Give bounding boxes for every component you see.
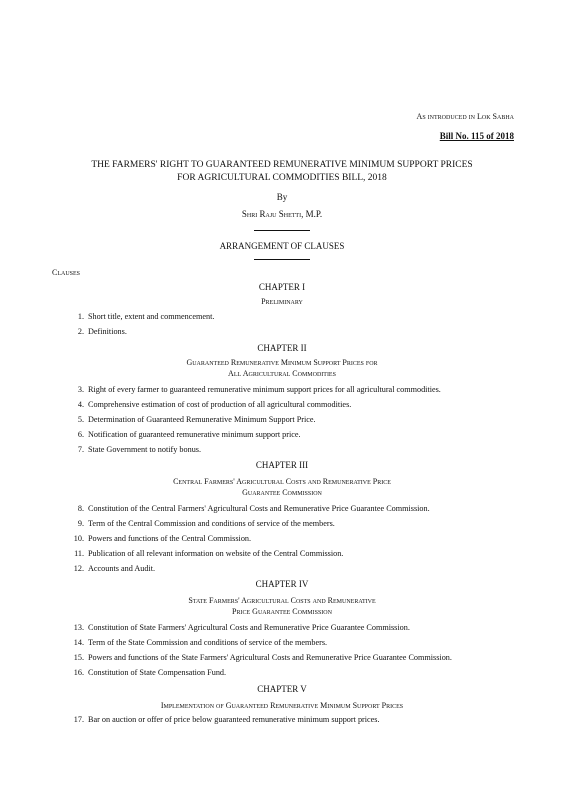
chapter-heading: CHAPTER I xyxy=(258,282,306,292)
clause-item xyxy=(60,504,520,513)
chapter-subtitle xyxy=(0,296,564,307)
chapter-subtitle xyxy=(0,595,564,617)
clause-text: Constitution of State Compensation Fund. xyxy=(88,668,227,677)
clause-item xyxy=(60,638,520,647)
clause-item xyxy=(60,549,520,558)
chapter-subtitle-line: All Agricultural Commodities xyxy=(228,369,336,378)
clause-text: Comprehensive estimation of cost of production of all agricultural commodities. xyxy=(88,400,352,409)
clause-number: 7. xyxy=(77,445,84,454)
clause-number: 6. xyxy=(77,430,84,439)
by-label: By xyxy=(276,192,288,202)
clause-item xyxy=(60,445,520,454)
clause-number: 2. xyxy=(77,327,84,336)
clause-item xyxy=(60,327,520,336)
arrangement-heading: ARRANGEMENT OF CLAUSES xyxy=(219,241,345,251)
clause-item xyxy=(60,385,520,394)
clause-number: 10. xyxy=(73,534,84,543)
bill-title-line: THE FARMERS' RIGHT TO GUARANTEED REMUNERATIVE MINIMUM SUPPORT PRICES xyxy=(91,160,473,170)
clause-text: Powers and functions of the Central Commission. xyxy=(88,534,252,543)
divider xyxy=(254,259,310,260)
clause-number: 12. xyxy=(73,564,84,573)
chapter-heading: CHAPTER IV xyxy=(255,579,309,589)
mover-name: Shri Raju Shetti, M.P. xyxy=(241,209,323,219)
chapter-subtitle xyxy=(0,700,564,711)
clause-text: Right of every farmer to guaranteed remunerative minimum support prices for all agricultural commodities. xyxy=(88,385,441,394)
clause-item xyxy=(60,623,520,632)
clause-number: 11. xyxy=(74,549,84,558)
clause-number: 3. xyxy=(77,385,84,394)
clause-number: 14. xyxy=(73,638,84,647)
chapter-subtitle-line: Preliminary xyxy=(261,297,303,306)
clause-text: Definitions. xyxy=(88,327,127,336)
clause-item xyxy=(60,668,520,677)
clause-text: Term of the Central Commission and conditions of service of the members. xyxy=(88,519,335,528)
clause-item xyxy=(60,564,520,573)
clause-number: 9. xyxy=(77,519,84,528)
chapter-subtitle-line: Guarantee Commission xyxy=(242,488,322,497)
clause-text: Term of the State Commission and conditions of service of the members. xyxy=(88,638,328,647)
clause-number: 15. xyxy=(73,653,84,662)
introduced-note: As introduced in Lok Sabha xyxy=(416,112,514,121)
clause-text: Notification of guaranteed remunerative minimum support price. xyxy=(88,430,301,439)
divider xyxy=(254,230,310,231)
clauses-label: Clauses xyxy=(52,268,81,277)
clause-number: 8. xyxy=(77,504,84,513)
clause-text: State Government to notify bonus. xyxy=(88,445,202,454)
chapter-subtitle-line: State Farmers' Agricultural Costs and Remunerative xyxy=(188,596,376,605)
chapter-subtitle-line: Price Guarantee Commission xyxy=(232,607,332,616)
clause-item xyxy=(60,400,520,409)
bill-title-line: FOR AGRICULTURAL COMMODITIES BILL, 2018 xyxy=(177,173,387,183)
clause-number: 5. xyxy=(77,415,84,424)
clause-text: Short title, extent and commencement. xyxy=(88,312,215,321)
clause-number: 1. xyxy=(77,312,84,321)
chapter-heading: CHAPTER II xyxy=(257,343,307,353)
chapter-subtitle xyxy=(0,357,564,379)
chapter-heading: CHAPTER III xyxy=(255,460,309,470)
bill-title xyxy=(0,159,564,185)
chapter-heading: CHAPTER V xyxy=(257,684,307,694)
clause-item xyxy=(60,534,520,543)
clause-text: Publication of all relevant information on website of the Central Commission. xyxy=(88,549,344,558)
clause-text: Constitution of State Farmers' Agricultural Costs and Remunerative Price Guarantee Commission. xyxy=(88,623,410,632)
clause-number: 4. xyxy=(77,400,84,409)
clause-number: 17. xyxy=(73,715,84,724)
clause-item xyxy=(60,415,520,424)
clause-text: Bar on auction or offer of price below guaranteed remunerative minimum support prices. xyxy=(88,715,380,724)
chapter-subtitle xyxy=(0,476,564,498)
chapter-subtitle-line: Implementation of Guaranteed Remunerative Minimum Support Prices xyxy=(160,701,404,710)
clause-item xyxy=(60,312,520,321)
clause-number: 16. xyxy=(73,668,84,677)
clause-text: Determination of Guaranteed Remunerative Minimum Support Price. xyxy=(88,415,316,424)
clause-text: Constitution of the Central Farmers' Agricultural Costs and Remunerative Price Guarantee Commission. xyxy=(88,504,430,513)
clause-item xyxy=(60,653,520,662)
clause-item xyxy=(60,715,520,724)
clause-text: Powers and functions of the State Farmers' Agricultural Costs and Remunerative Price Guarantee Commission. xyxy=(88,653,452,662)
bill-number: Bill No. 115 of 2018 xyxy=(439,131,514,141)
clause-number: 13. xyxy=(73,623,84,632)
clause-item xyxy=(60,430,520,439)
chapter-subtitle-line: Central Farmers' Agricultural Costs and Remunerative Price xyxy=(173,477,391,486)
clause-text: Accounts and Audit. xyxy=(88,564,156,573)
clause-item xyxy=(60,519,520,528)
chapter-subtitle-line: Guaranteed Remunerative Minimum Support Prices for xyxy=(186,358,378,367)
